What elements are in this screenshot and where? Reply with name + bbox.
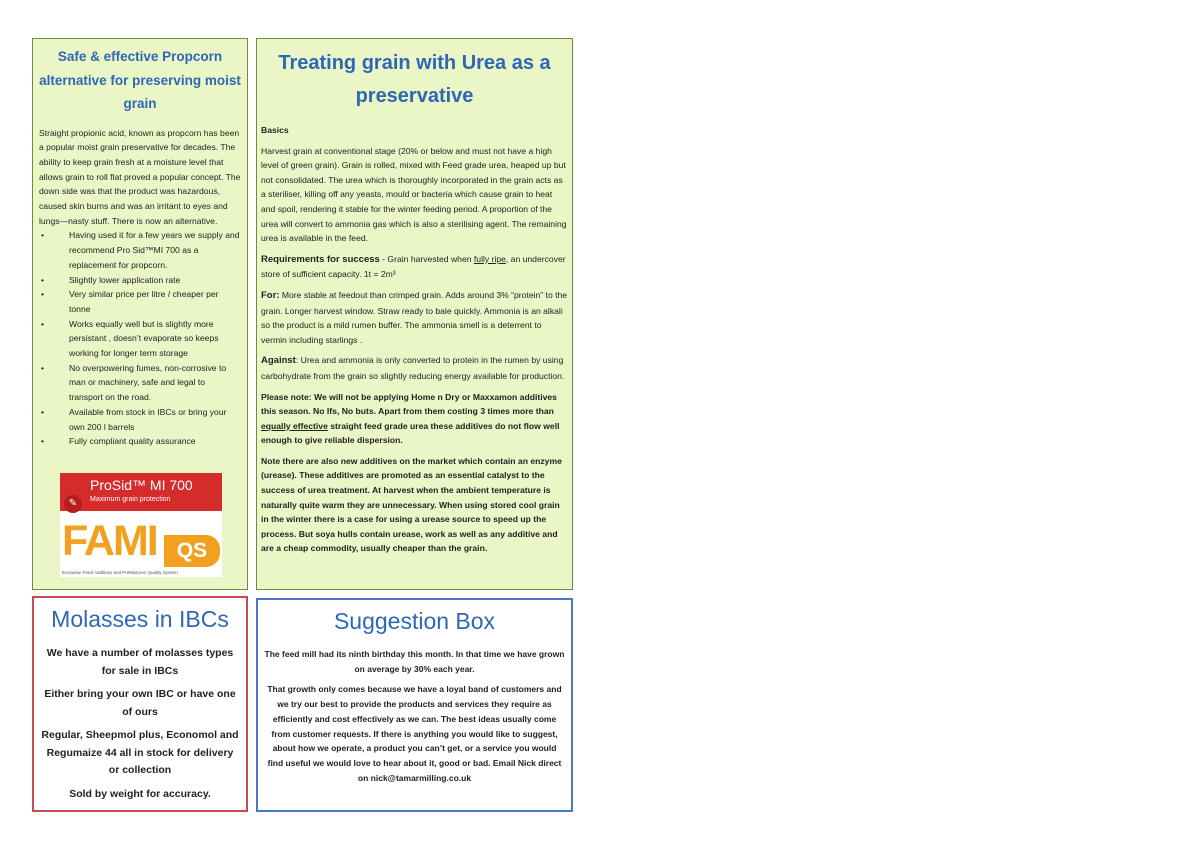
list-item: • Fully compliant quality assurance xyxy=(39,434,241,449)
list-item: • Having used it for a few years we supply and recommend Pro Sid™MI 700 as a replacement for propcorn. xyxy=(41,230,240,270)
leaf-icon: ✎ xyxy=(64,495,82,513)
propcorn-panel xyxy=(32,38,248,590)
molasses-paragraph: Either bring your own IBC or have one of ours xyxy=(44,688,236,718)
molasses-title: Molasses in IBCs xyxy=(51,606,229,632)
molasses-paragraph: We have a number of molasses types for sale in IBCs xyxy=(46,647,234,677)
list-item: • Available from stock in IBCs or bring your own 200 l barrels xyxy=(41,406,227,432)
bullet-icon: • xyxy=(41,362,45,373)
propcorn-intro: Straight propionic acid, known as propcorn has been a popular moist grain preservative for decades. The ability to keep grain fresh at a moisture level that allows grain to roll flat proved a popular concept. The down side was that the product was hazardous, caused skin burns and was an irritant to eyes and lungs—nasty stuff. There is now an alternative. xyxy=(39,127,241,226)
requirements-heading: Requirements for success xyxy=(261,253,380,265)
for-paragraph: For: More stable at feedout than crimped grain. Adds around 3% “protein” to the grain. Longer harvest window. Straw ready to bale quickly. Ammonia is an alkali so the product is a mild rumen buffer. The ammonia smell is a deterrent to vermin including starlings . xyxy=(261,289,568,345)
propcorn-title: Safe & effective Propcorn alternative for preserving moist grain xyxy=(39,49,241,111)
basics-text: Harvest grain at conventional stage (20% or below and must not have a high level of green grain). Grain is rolled, mixed with Feed grade urea, heaped up but not consolidated. The urea which is thoroughly incorporated in the grain acts as a steriliser, killing off any yeasts, mould or bacteria which cause grain to heat and spoil, rendering it stable for the winter feeding period. A proportion of the urea will convert to ammonia gas which is also a sterilising agent. The remaining urea is available in the feed. xyxy=(261,145,567,244)
molasses-paragraph: Sold by weight for accuracy. xyxy=(69,787,211,800)
please-note-paragraph: Please note: We will not be applying Home n Dry or Maxxamon additives this season. No Ifs, No buts. Apart from them costing 3 times more than equally effective straight feed grade urea these additives do not flow well enough to give reliable dispersion. xyxy=(261,391,560,446)
against-heading: Against xyxy=(261,355,296,367)
suggestion-paragraph: That growth only comes because we have a loyal band of customers and we try our best to provide the products and services they require as efficiently and cost effectively as we can. The best ideas usually come from customer requests. If there is anything you would like to suggest, about how we operate, a product you can’t get, or a service you would find useful we would love to hear about it, good or bad. Email Nick direct on nick@tamarmilling.co.uk xyxy=(267,684,562,783)
bullet-icon: • xyxy=(41,274,45,285)
suggestion-panel xyxy=(256,598,573,812)
bullet-icon: • xyxy=(41,318,45,329)
for-heading: For: xyxy=(261,289,280,301)
requirements-paragraph: Requirements for success - Grain harvested when fully ripe, an undercover store of sufficient capacity. 1t = 2m³ xyxy=(261,253,566,280)
suggestion-title: Suggestion Box xyxy=(333,608,496,634)
urea-title: Treating grain with Urea as a preservative xyxy=(278,52,551,107)
basics-heading: Basics xyxy=(261,125,289,135)
prosid-banner xyxy=(60,473,222,511)
molasses-paragraph: Regular, Sheepmol plus, Economol and Regumaize 44 all in stock for delivery or collection xyxy=(41,729,239,776)
fami-wordmark: FAMI xyxy=(62,517,157,565)
urea-panel xyxy=(256,38,573,590)
list-item: • Works equally well but is slightly more persistant , doesn’t evaporate so keeps working for longer term storage xyxy=(41,318,219,359)
prosid-subtitle: Maximum grain protection xyxy=(90,496,171,503)
list-item: • Very similar price per litre / cheaper per tonne xyxy=(41,289,219,314)
list-item: • No overpowering fumes, non-corrosive to man or machinery, safe and legal to transport on the road. xyxy=(41,362,227,403)
bullet-icon: • xyxy=(41,436,45,447)
famiqs-footer: European Feed Additives and PreMixtures Quality System xyxy=(62,570,178,575)
qs-wordmark: QS xyxy=(164,535,220,567)
bullet-icon: • xyxy=(41,289,45,300)
bullet-icon: • xyxy=(41,230,45,241)
against-paragraph: Against: Urea and ammonia is only converted to protein in the rumen by using carbohydrate from the grain so slightly reducing energy available for production. xyxy=(261,355,565,381)
prosid-famiqs-logo xyxy=(60,473,222,577)
propcorn-bullet-list xyxy=(39,228,241,449)
list-item: • Slightly lower application rate xyxy=(39,273,241,288)
suggestion-paragraph: The feed mill had its ninth birthday this month. In that time we have grown on average by 30% each year. xyxy=(264,649,565,674)
bullet-icon: • xyxy=(41,406,45,417)
molasses-panel xyxy=(32,596,248,812)
urease-note-paragraph: Note there are also new additives on the market which contain an enzyme (urease). These additives are promoted as an essential catalyst to the success of urea treatment. At harvest when the ambient temperature is naturally quite warm they are unnecessary. When using stored cool grain in the winter there is a case for using a urease source to speed up the process. But soya hulls contain urease, work as well as any additive and are a cheap commodity, usually cheaper than the grain. xyxy=(261,455,562,554)
prosid-name: ProSid™ MI 700 xyxy=(90,477,193,493)
